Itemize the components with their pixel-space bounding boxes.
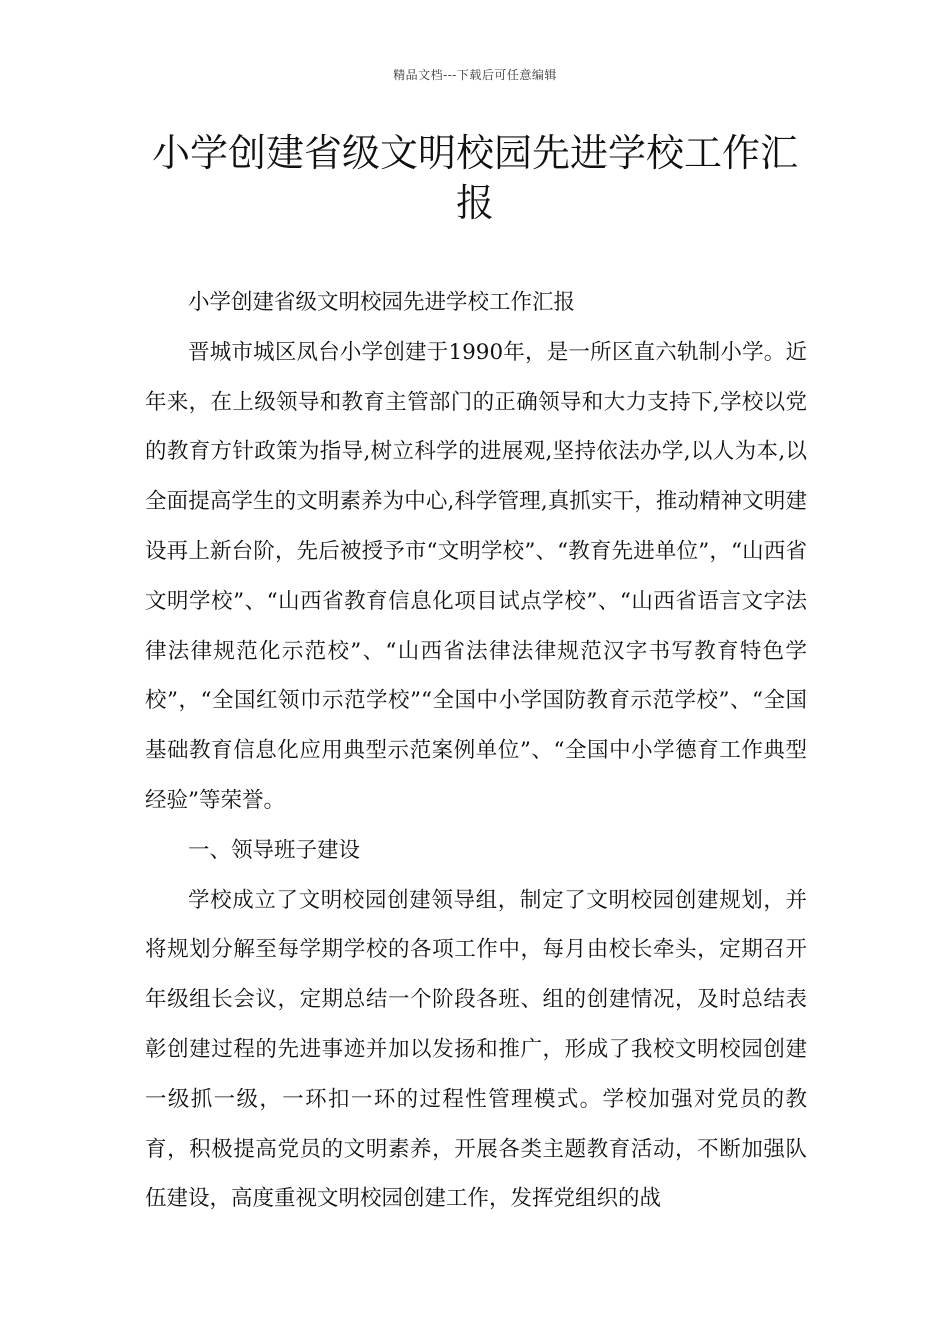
paragraph-intro: 晋城市城区凤台小学创建于1990年，是一所区直六轨制小学。近年来，在上级领导和教育主管部门的正确领导和大力支持下,学校以党的教育方针政策为指导,树立科学的进展观,坚持依法办学,以人为本,以全面提高学生的文明素养为中心,科学管理,真抓实干，推动精神文明建设再上新台阶，先后被授予市“文明学校”、“教育先进单位”，“山西省文明学校”、“山西省教育信息化项目试点学校”、“山西省语言文字法律法律规范化示范校”、“山西省法律法律规范汉字书写教育特色学校”，“全国红领巾示范学校”“全国中小学国防教育示范学校”、“全国基础教育信息化应用典型示范案例单位”、“全国中小学德育工作典型经验”等荣誉。	[145, 339, 807, 813]
header-note: 精品文档---下载后可任意编辑	[393, 68, 557, 82]
document-title: 小学创建省级文明校园先进学校工作汇报	[151, 131, 798, 225]
section-heading-leadership: 一、领导班子建设	[188, 837, 361, 863]
document-body	[145, 278, 807, 1224]
paragraph-subtitle: 小学创建省级文明校园先进学校工作汇报	[188, 290, 576, 315]
paragraph-leadership: 学校成立了文明校园创建领导组，制定了文明校园创建规划，并将规划分解至每学期学校的各项工作中，每月由校长牵头，定期召开年级组长会议，定期总结一个阶段各班、组的创建情况，及时总结表彰创建过程的先进事迹并加以发扬和推广，形成了我校文明校园创建一级抓一级，一环扣一环的过程性管理模式。学校加强对党员的教育，积极提高党员的文明素养，开展各类主题教育活动，不断加强队伍建设，高度重视文明校园创建工作，发挥党组织的战	[145, 887, 807, 1212]
